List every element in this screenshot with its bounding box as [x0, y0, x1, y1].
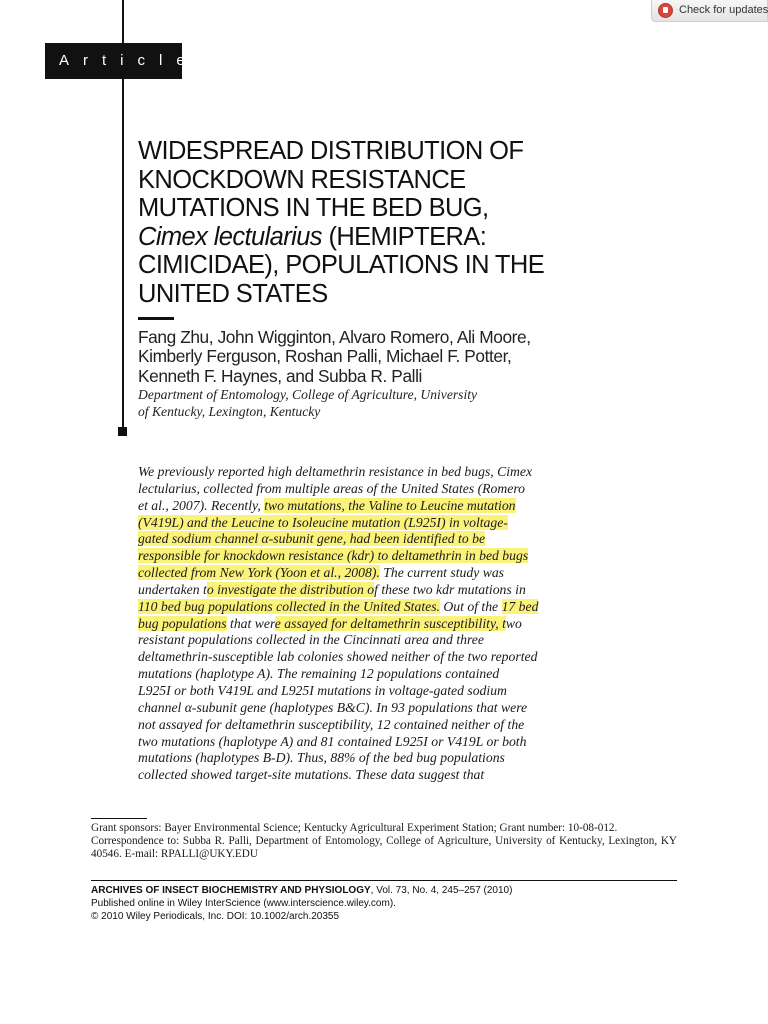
abstract-line: mutations (haplotype A). The remaining 12 populations contained [138, 666, 500, 682]
abstract-line: et al., 2007). Recently, two mutations, the Valine to Leucine mutation [138, 497, 516, 513]
abstract-line: channel α-subunit gene (haplotypes B&C). In 93 populations that were [138, 699, 528, 715]
abstract-line [138, 531, 594, 548]
grant-sponsors: Grant sponsors: Bayer Environmental Science; Kentucky Agricultural Experiment Station; Grant number: 10-08-012. [91, 822, 618, 834]
abstract-line: mutations (haplotypes B-D). Thus, 88% of the bed bug populations [138, 750, 505, 766]
copyright-doi: © 2010 Wiley Periodicals, Inc. DOI: 10.1002/arch.20355 [91, 911, 340, 922]
abstract [138, 464, 594, 784]
highlighted-text: responsible for knockdown resistance (kdr) to deltamethrin in bed bugs [138, 548, 529, 564]
journal-divider [91, 880, 677, 881]
author-list [138, 328, 598, 386]
abstract-line: undertaken to investigate the distribution of these two kdr mutations in [138, 581, 526, 597]
abstract-line: collected from New York (Yoon et al., 2008). The current study was [138, 565, 505, 581]
check-for-updates-label: Check for updates [679, 4, 768, 16]
check-for-updates-button[interactable] [651, 0, 768, 22]
affiliation: Department of Entomology, College of Agriculture, University of Kentucky, Lexington, Kentucky [138, 387, 478, 419]
abstract-line: We previously reported high deltamethrin resistance in bed bugs, Cimex [138, 464, 533, 479]
abstract-line: 110 bed bug populations collected in the United States. Out of the 17 bed [138, 598, 539, 614]
abstract-line: bug populations that were assayed for deltamethrin susceptibility, two [138, 615, 522, 631]
abstract-line [138, 515, 594, 532]
journal-name: ARCHIVES OF INSECT BIOCHEMISTRY AND PHYSIOLOGY [91, 885, 371, 896]
footnote-rule [91, 818, 147, 819]
title-line: WIDESPREAD DISTRIBUTION OF [138, 137, 524, 165]
abstract-line: not assayed for deltamethrin susceptibility, 12 contained neither of the [138, 716, 525, 732]
abstract-line: L925I or both V419L and L925I mutations in voltage-gated sodium [138, 682, 507, 698]
article-type-label: Article [45, 43, 182, 79]
title-line: MUTATIONS IN THE BED BUG, [138, 194, 489, 223]
highlighted-text: (V419L) and the Leucine to Isoleucine mutation (L925I) in voltage- [138, 514, 508, 530]
author-line: Kimberly Ferguson, Roshan Palli, Michael F. Potter, [138, 346, 512, 367]
title-line: KNOCKDOWN RESISTANCE [138, 165, 466, 194]
species-name: Cimex lectularius [138, 222, 322, 251]
article-title [138, 137, 618, 309]
highlighted-text: two mutations, the Valine to Leucine mutation [264, 497, 516, 513]
highlighted-text: bug populations [138, 615, 227, 631]
title-line: UNITED STATES [138, 279, 328, 308]
margin-rule-terminator [118, 427, 127, 436]
highlighted-text: collected from New York (Yoon et al., 2008). [138, 565, 380, 581]
highlighted-text: 17 bed [501, 598, 539, 614]
title-underline [138, 317, 174, 320]
abstract-line: collected showed target-site mutations. These data suggest that [138, 767, 485, 783]
journal-citation: ARCHIVES OF INSECT BIOCHEMISTRY AND PHYSIOLOGY, Vol. 73, No. 4, 245–257 (2010) [91, 885, 513, 896]
highlighted-text: gated sodium channel α-subunit gene, had been identified to be [138, 531, 486, 547]
author-line: Fang Zhu, John Wigginton, Alvaro Romero, Ali Moore, [138, 327, 531, 347]
abstract-line [138, 548, 594, 565]
footnote [91, 822, 677, 862]
bookmark-icon [658, 3, 673, 18]
title-line: Cimex lectularius (HEMIPTERA: [138, 222, 487, 251]
abstract-line: resistant populations collected in the Cincinnati area and three [138, 632, 484, 648]
abstract-line: two mutations (haplotype A) and 81 contained L925I or V419L or both [138, 733, 527, 749]
highlighted-text: e assayed for deltamethrin susceptibility, t [274, 615, 506, 631]
author-line: Kenneth F. Haynes, and Subba R. Palli [138, 365, 422, 386]
correspondence: Correspondence to: Subba R. Palli, Department of Entomology, College of Agriculture, University of Kentucky, Lexington, KY 40546. E-mail: RPALLI@UKY.EDU [91, 835, 677, 861]
title-line: CIMICIDAE), POPULATIONS IN THE [138, 251, 545, 280]
highlighted-text: o investigate the distribution o [206, 581, 375, 597]
highlighted-text: 110 bed bug populations collected in the United States. [138, 598, 440, 614]
published-online: Published online in Wiley InterScience (www.interscience.wiley.com). [91, 898, 396, 909]
abstract-line: deltamethrin-susceptible lab colonies showed neither of the two reported [138, 649, 538, 665]
journal-info [91, 884, 691, 923]
abstract-line: lectularius, collected from multiple areas of the United States (Romero [138, 480, 525, 496]
